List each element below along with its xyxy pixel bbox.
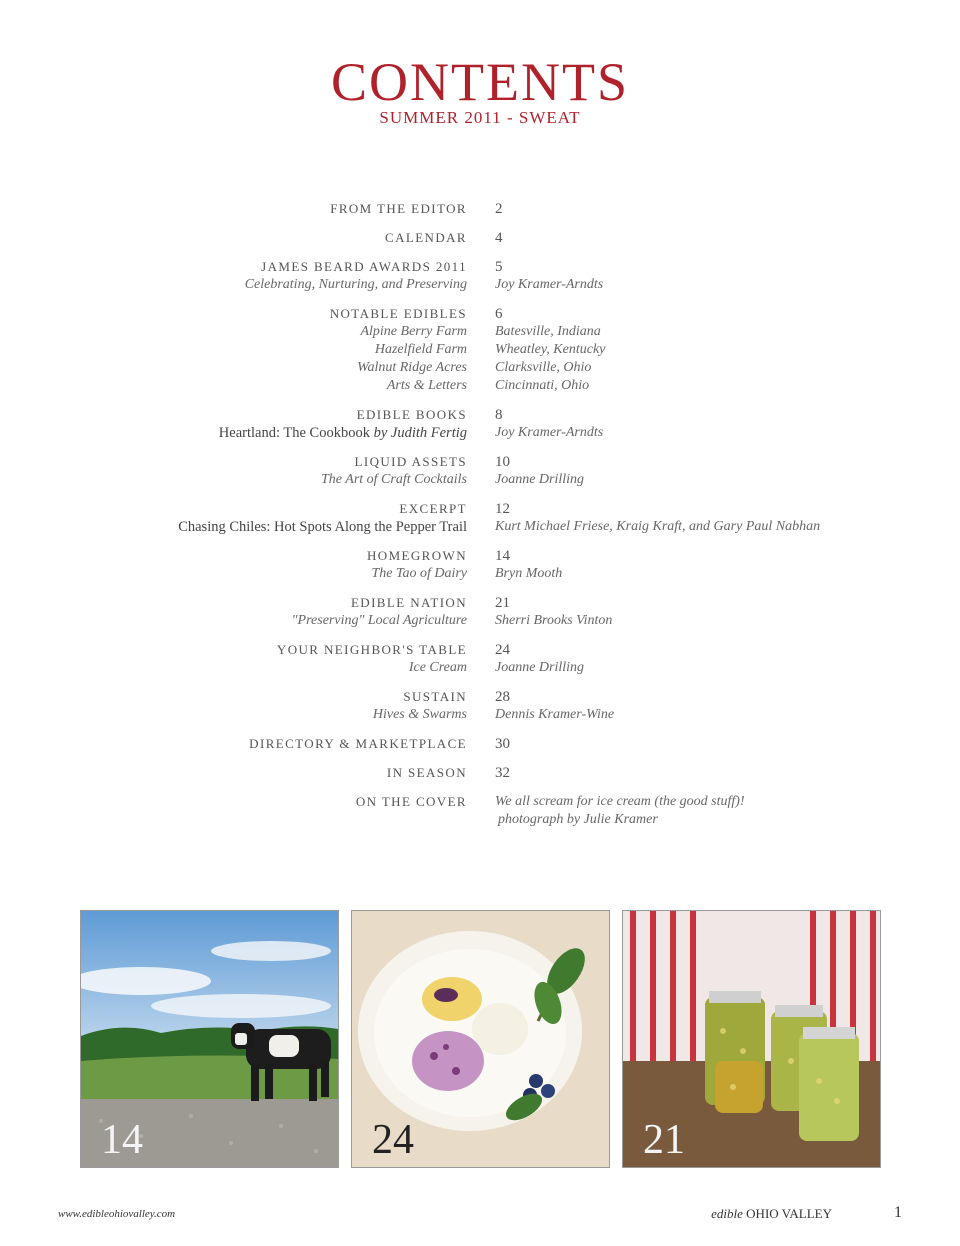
section-label: EDIBLE BOOKS (356, 407, 467, 422)
article-author: Sherri Brooks Vinton (495, 613, 613, 628)
article-title: The Tao of Dairy (371, 566, 467, 581)
page-title: CONTENTS (331, 52, 629, 112)
section-label: EXCERPT (399, 501, 467, 516)
section-label: FROM THE EDITOR (330, 201, 467, 216)
toc-entry-james-beard[interactable] (0, 258, 960, 294)
toc-entry-neighbors-table[interactable] (0, 641, 960, 677)
section-label: ON THE COVER (355, 794, 467, 809)
page-number: 8 (495, 407, 503, 423)
farm-location: Wheatley, Kentucky (495, 342, 606, 357)
toc-entry-excerpt[interactable] (0, 500, 960, 536)
article-title: "Preserving" Local Agriculture (291, 613, 467, 628)
photo-page-number: 14 (101, 1117, 143, 1163)
section-label: IN SEASON (386, 765, 467, 780)
toc-entry-sustain[interactable] (0, 688, 960, 724)
article-author: Bryn Mooth (495, 566, 563, 581)
article-title: The Art of Craft Cocktails (321, 472, 467, 487)
farm-name: Hazelfield Farm (374, 342, 467, 357)
page-number: 24 (495, 642, 510, 658)
page-number: 2 (495, 201, 503, 217)
photo-cow-pasture[interactable] (80, 910, 339, 1168)
page-number: 32 (495, 765, 510, 781)
toc-entry-edible-books[interactable] (0, 406, 960, 442)
article-author: Joy Kramer-Arndts (495, 425, 604, 440)
publication-name-rest: OHIO VALLEY (742, 1206, 832, 1221)
book-author: by Judith Fertig (373, 425, 467, 441)
publication-name (711, 1206, 832, 1222)
toc-entry-liquid-assets[interactable] (0, 453, 960, 489)
page-footer (0, 1204, 960, 1224)
section-label: EDIBLE NATION (350, 595, 467, 610)
article-title: Chasing Chiles: Hot Spots Along the Pepper Trail (178, 519, 467, 535)
page-number: 10 (495, 454, 510, 470)
article-title: Ice Cream (408, 660, 467, 675)
footer-page-number: 1 (894, 1204, 902, 1221)
farm-location: Cincinnati, Ohio (495, 378, 590, 393)
publication-name-italic: edible (711, 1206, 743, 1221)
table-of-contents (0, 200, 960, 840)
article-author: Kurt Michael Friese, Kraig Kraft, and Gary Paul Nabhan (495, 519, 821, 534)
article-author: Joy Kramer-Arndts (495, 277, 604, 292)
section-label: DIRECTORY & MARKETPLACE (249, 736, 467, 751)
section-label: SUSTAIN (403, 689, 467, 704)
article-title: Hives & Swarms (372, 707, 467, 722)
toc-entry-in-season[interactable] (0, 764, 960, 782)
farm-name: Alpine Berry Farm (360, 324, 467, 339)
photo-preserve-jars[interactable] (622, 910, 881, 1168)
toc-entry-directory[interactable] (0, 735, 960, 753)
farm-name: Arts & Letters (386, 378, 467, 393)
page-number: 12 (495, 501, 510, 517)
page-number: 5 (495, 259, 503, 275)
article-author: Joanne Drilling (495, 472, 585, 487)
toc-entry-edible-nation[interactable] (0, 594, 960, 630)
page-number: 21 (495, 595, 510, 611)
photo-page-number: 24 (372, 1117, 414, 1163)
section-label: HOMEGROWN (367, 548, 467, 563)
toc-entry-homegrown[interactable] (0, 547, 960, 583)
toc-entry-on-the-cover[interactable] (0, 793, 960, 829)
article-author: Dennis Kramer-Wine (495, 707, 615, 722)
photo-page-number: 21 (643, 1117, 685, 1163)
issue-subtitle: SUMMER 2011 - SWEAT (379, 108, 581, 127)
masthead (0, 52, 960, 128)
farm-location: Clarksville, Ohio (495, 360, 592, 375)
toc-entry-from-editor[interactable] (0, 200, 960, 218)
toc-entry-notable-edibles[interactable] (0, 305, 960, 395)
farm-name: Walnut Ridge Acres (357, 360, 467, 375)
page-number: 14 (495, 548, 510, 564)
farm-location: Batesville, Indiana (495, 324, 601, 339)
photo-ice-cream[interactable] (351, 910, 610, 1168)
section-label: YOUR NEIGHBOR'S TABLE (276, 642, 467, 657)
page-number: 28 (495, 689, 510, 705)
website-url[interactable]: www.edibleohiovalley.com (58, 1208, 176, 1220)
section-label: CALENDAR (385, 230, 467, 245)
cover-photo-credit: photograph by Julie Kramer (498, 812, 658, 827)
page-number: 30 (495, 736, 510, 752)
article-author: Joanne Drilling (495, 660, 585, 675)
toc-entry-calendar[interactable] (0, 229, 960, 247)
section-label: JAMES BEARD AWARDS 2011 (261, 259, 467, 274)
photo-strip (80, 910, 880, 1168)
cover-caption: We all scream for ice cream (the good stuff)! (495, 794, 745, 809)
section-label: LIQUID ASSETS (354, 454, 467, 469)
page-number: 4 (495, 230, 503, 246)
article-title (219, 424, 467, 442)
book-title: Heartland: The Cookbook (218, 425, 370, 441)
article-title: Celebrating, Nurturing, and Preserving (244, 277, 467, 292)
page-number: 6 (495, 306, 503, 322)
section-label: NOTABLE EDIBLES (329, 306, 467, 321)
